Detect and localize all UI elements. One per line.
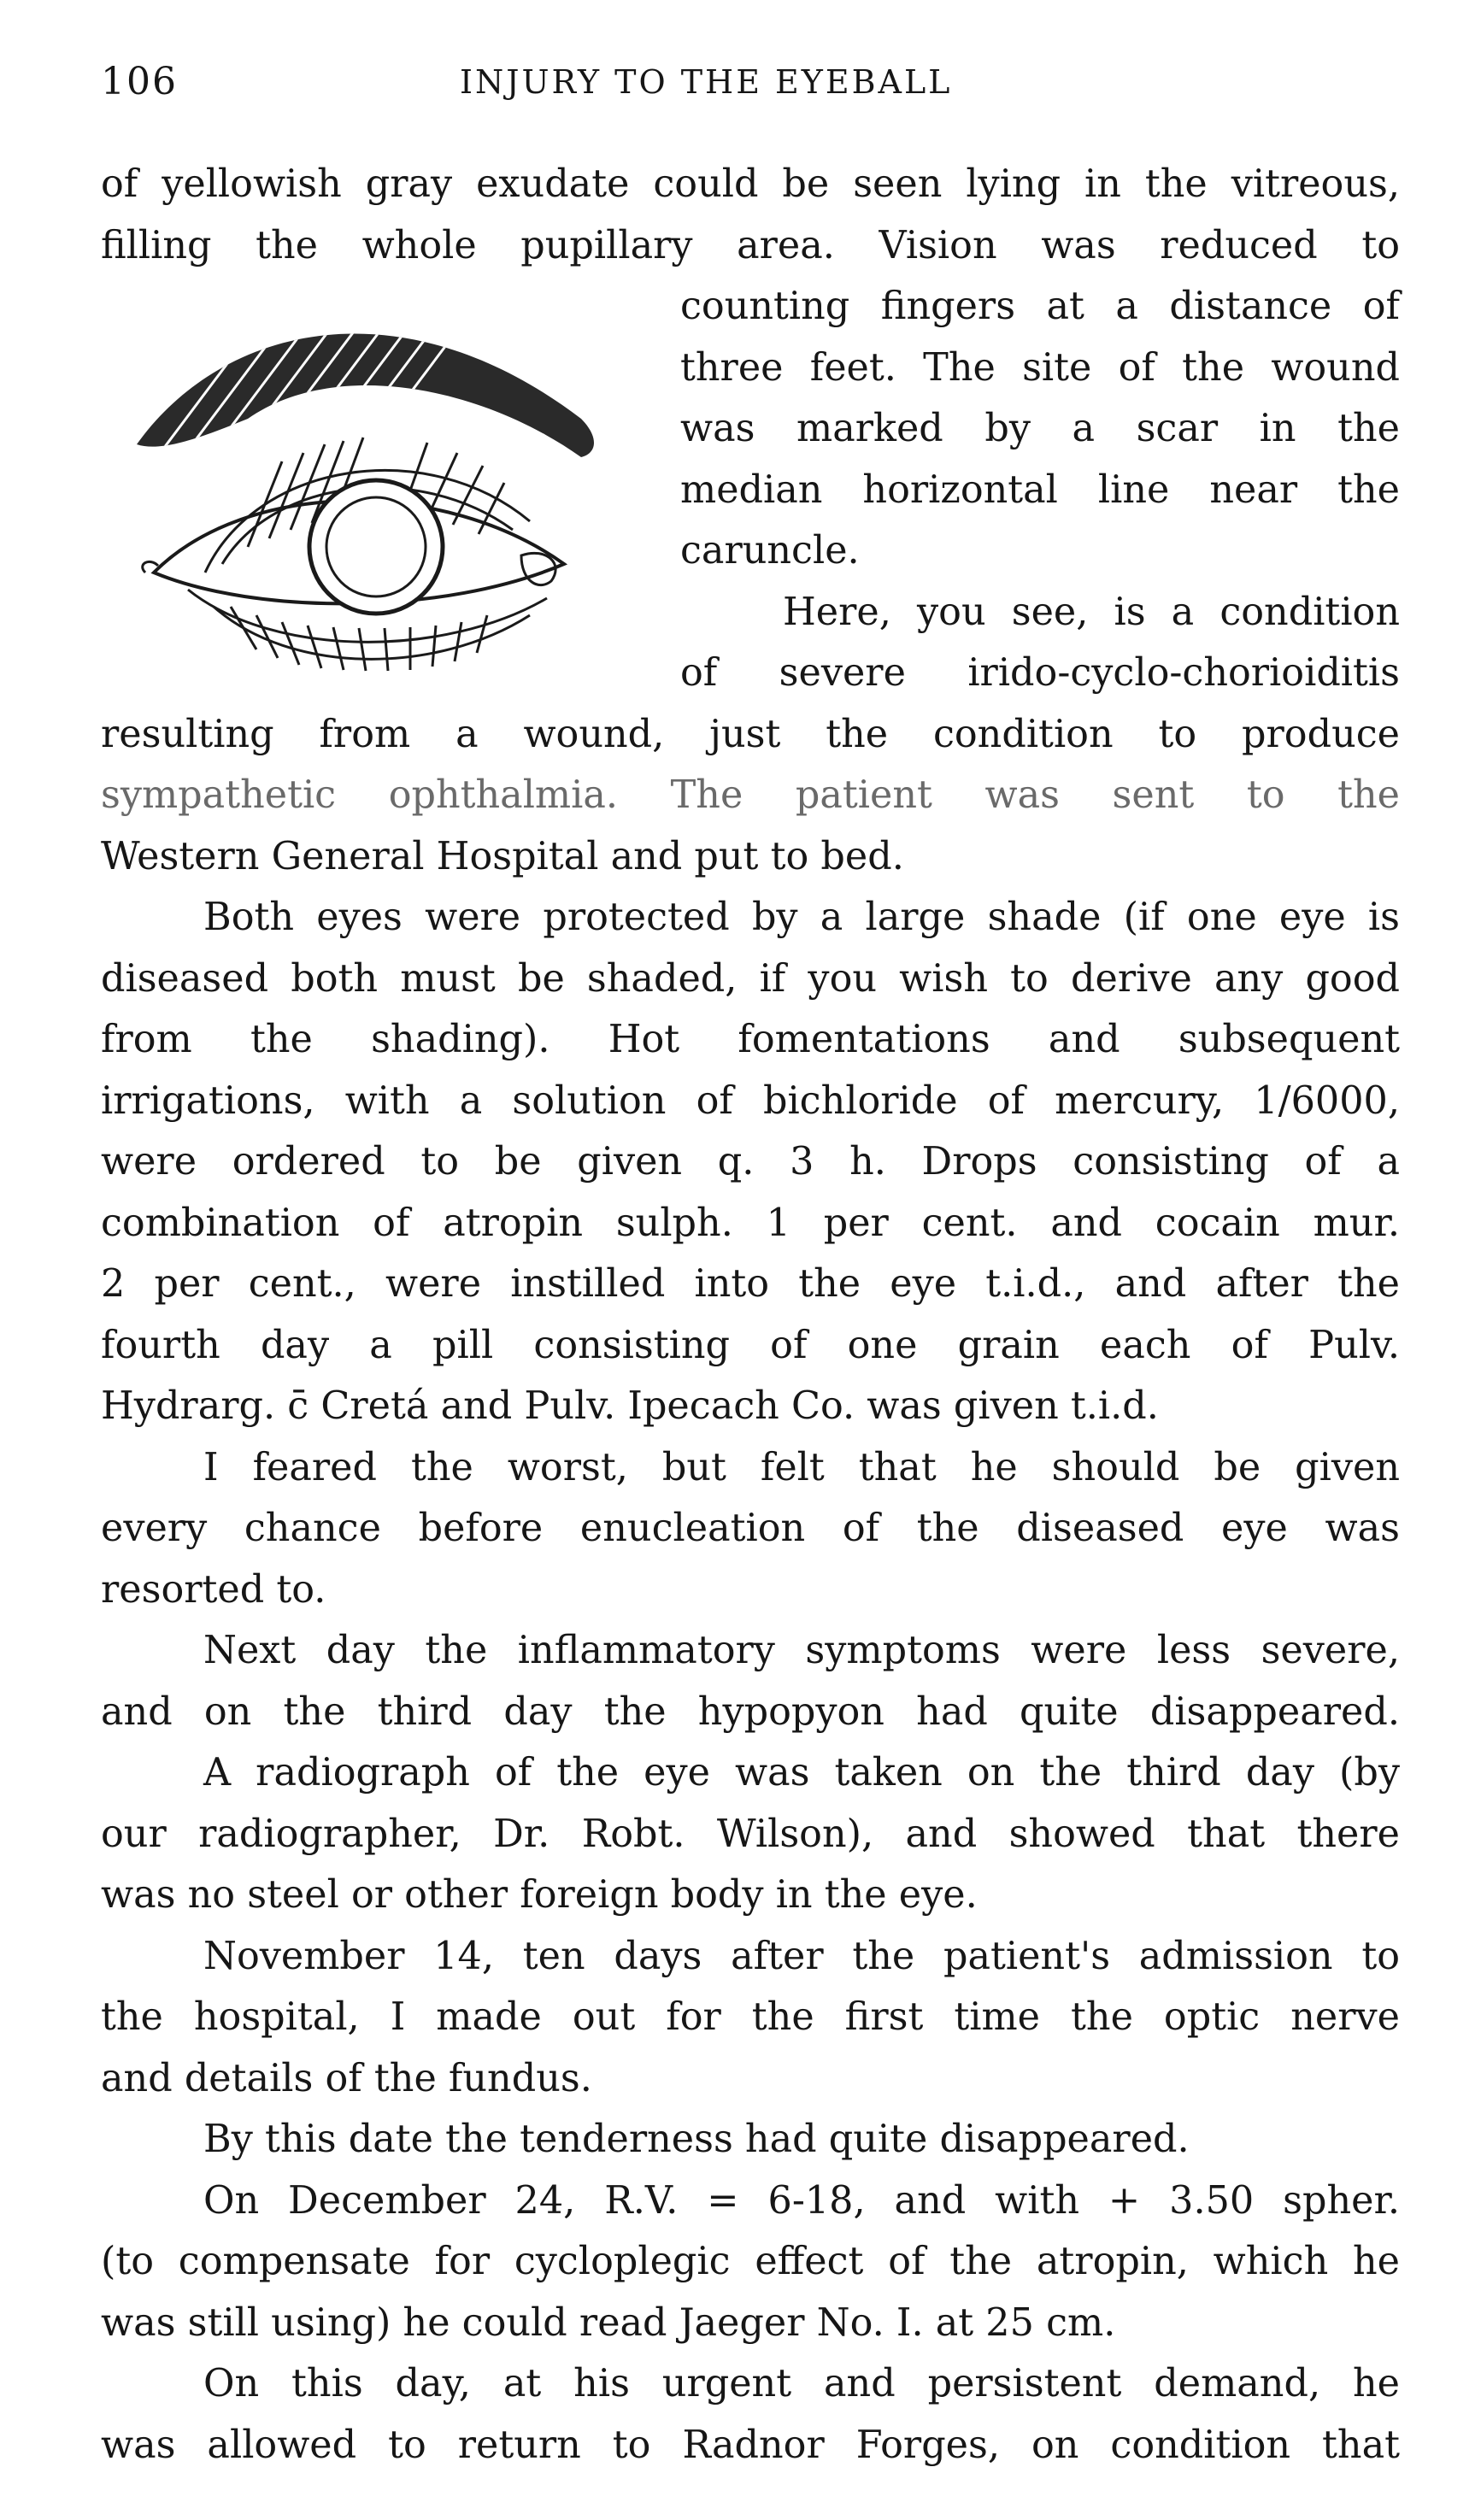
text-line: 2 per cent., were instilled into the eye t.i.d., and after the <box>101 1262 1400 1306</box>
text-line: and on the third day the hypopyon had quite disappeared. <box>101 1689 1400 1734</box>
text-line: was marked by a scar in the <box>680 407 1400 450</box>
text-line: from the shading). Hot fomentations and subsequent <box>101 1018 1400 1061</box>
text-line: On this day, at his urgent and persistent demand, he <box>203 2362 1400 2405</box>
text-line: of severe irido-cyclo-chorioiditis <box>680 651 1400 695</box>
text-line: was allowed to return to Radnor Forges, on condition that <box>101 2423 1400 2467</box>
text-line: our radiographer, Dr. Robt. Wilson), and showed that there <box>101 1812 1400 1856</box>
text-line: and details of the fundus. <box>101 2056 592 2100</box>
text-line: November 14, ten days after the patient's admission to <box>203 1934 1400 1978</box>
text-line: combination of atropin sulph. 1 per cent. and cocain mur. <box>101 1201 1400 1245</box>
text-line: Here, you see, is a condition <box>783 590 1400 634</box>
text-line: I feared the worst, but felt that he should be given <box>203 1445 1400 1489</box>
text-line: Both eyes were protected by a large shade (if one eye is <box>203 896 1400 939</box>
text-line: fourth day a pill consisting of one grain each of Pulv. <box>101 1323 1400 1367</box>
text-line: Hydrarg. c̄ Cretá and Pulv. Ipecach Co. was given t.i.d. <box>101 1384 1159 1428</box>
text-line: Next day the inflammatory symptoms were less severe, <box>203 1629 1400 1672</box>
text-line: caruncle. <box>680 529 860 573</box>
text-line: counting fingers at a distance of <box>680 285 1400 328</box>
text-line: every chance before enucleation of the diseased eye was <box>101 1507 1400 1550</box>
text-line: the hospital, I made out for the first time the optic nerve <box>101 1995 1400 2039</box>
running-title: INJURY TO THE EYEBALL <box>460 63 953 101</box>
text-line: (to compensate for cycloplegic effect of the atropin, which he <box>101 2240 1400 2283</box>
text-line: median horizontal line near the <box>680 467 1400 512</box>
page-header <box>101 60 1400 120</box>
text-line: resorted to. <box>101 1567 326 1612</box>
text-line: resulting from a wound, just the condition to produce <box>101 712 1400 756</box>
text-line: were ordered to be given q. 3 h. Drops consisting of a <box>101 1140 1400 1184</box>
text-line: sympathetic ophthalmia. The patient was sent to the <box>101 773 1400 817</box>
text-line: By this date the tenderness had quite disappeared. <box>203 2118 1190 2161</box>
text-line: diseased both must be shaded, if you wish to derive any good <box>101 956 1400 1001</box>
text-line: was still using) he could read Jaeger No. I. at 25 cm. <box>101 2300 1116 2345</box>
page-number: 106 <box>101 60 178 103</box>
text-line: irrigations, with a solution of bichloride of mercury, 1/6000, <box>101 1078 1400 1123</box>
text-line: three feet. The site of the wound <box>680 345 1400 390</box>
text-line: A radiograph of the eye was taken on the third day (by <box>203 1751 1400 1795</box>
text-line: On December 24, R.V. = 6-18, and with + 3.50 spher. <box>203 2178 1400 2223</box>
text-line: Western General Hospital and put to bed. <box>101 834 904 878</box>
text-line: was no steel or other foreign body in the eye. <box>101 1873 978 1917</box>
text-line: filling the whole pupillary area. Vision was reduced to <box>101 223 1400 267</box>
body-text <box>101 154 1400 2476</box>
text-line: of yellowish gray exudate could be seen lying in the vitreous, <box>101 162 1400 206</box>
